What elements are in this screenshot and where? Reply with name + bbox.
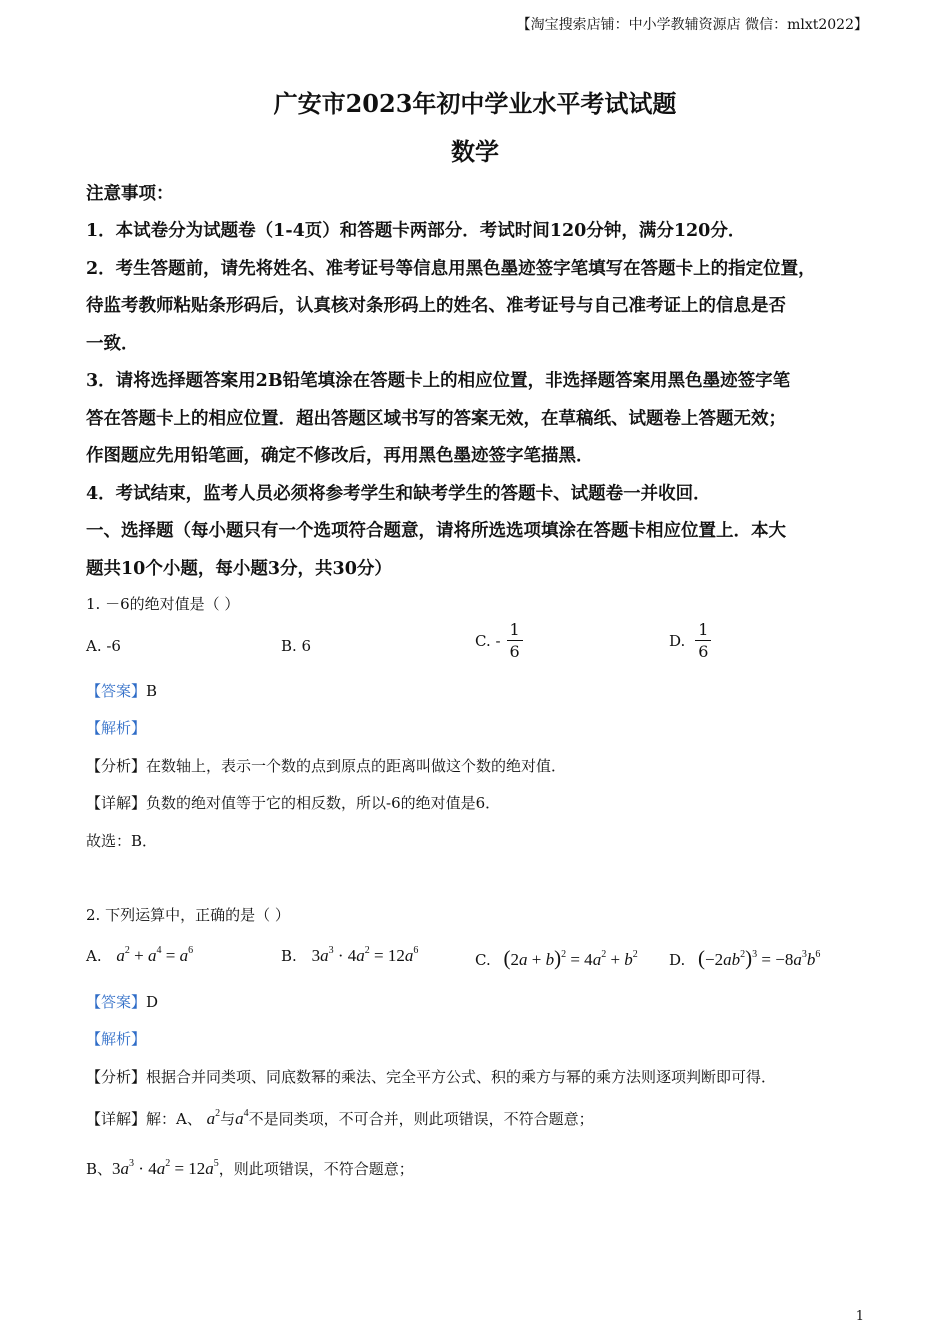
- q1-option-c-prefix: C. -: [475, 632, 501, 650]
- notice-line: 1．本试卷分为试题卷（1-4页）和答题卡两部分．考试时间120分钟，满分120分．: [86, 221, 746, 241]
- xiangjie-pre: 解：A、: [146, 1110, 202, 1128]
- section-heading-cont: 题共10个小题，每小题3分，共30分）: [86, 559, 392, 579]
- q2-option-c-formula: $(2a + b)^2 = 4a^2 + b^2$: [503, 946, 638, 970]
- q1-answer: [86, 680, 157, 701]
- notice-line: 2．考生答题前，请先将姓名、准考证号等信息用黑色墨迹签字笔填写在答题卡上的指定位置，: [86, 259, 816, 279]
- fenxi-text: 根据合并同类项、同底数幂的乘法、完全平方公式、积的乘方与幂的乘方法则逐项判断即可得．: [146, 1068, 777, 1086]
- q2-analysis-tag: 【解析】: [86, 1030, 147, 1048]
- answer-tag: 【答案】: [86, 682, 147, 700]
- q1-xiangjie: [86, 792, 500, 813]
- q2-answer: [86, 991, 158, 1012]
- explanation-formula: $3a^3 \cdot 4a^2 = 12a^5$: [112, 1158, 219, 1178]
- notice-line: 待监考教师粘贴条形码后，认真核对条形码上的姓名、准考证号与自己准考证上的信息是否: [86, 296, 786, 316]
- q2-option-b: [281, 946, 418, 966]
- notice-line: 一致．: [86, 334, 139, 354]
- q1-option-a: A. -6: [86, 637, 121, 655]
- fenxi-tag: 【分析】: [86, 1068, 147, 1086]
- q1-fenxi: [86, 755, 566, 776]
- q2-option-a: [86, 946, 193, 966]
- notice-line: 3．请将选择题答案用2B铅笔填涂在答题卡上的相应位置，非选择题答案用黑色墨迹签字笔: [86, 371, 791, 391]
- fenxi-tag: 【分析】: [86, 757, 147, 775]
- fraction-numerator: 1: [695, 622, 711, 641]
- page-number: 1: [855, 1309, 864, 1324]
- notice-line: 作图题应先用铅笔画，确定不修改后，再用黑色墨迹签字笔描黑．: [86, 446, 594, 466]
- explanation-pre: B、: [86, 1160, 113, 1178]
- xiangjie-tag: 【详解】: [86, 794, 147, 812]
- answer-tag: 【答案】: [86, 993, 147, 1011]
- fraction-denominator: 6: [509, 642, 520, 661]
- option-label: C.: [475, 951, 491, 969]
- q2-option-d: [669, 946, 820, 971]
- q2-option-c: [475, 946, 638, 971]
- q1-option-d-fraction: [695, 622, 711, 660]
- xiangjie-text: 负数的绝对值等于它的相反数，所以-6的绝对值是6．: [146, 794, 501, 812]
- q2-option-b-explanation: [86, 1158, 414, 1179]
- option-label: D.: [669, 951, 686, 969]
- q2-stem: 2. 下列运算中，正确的是（ ）: [86, 906, 290, 924]
- subject-title: 数学: [451, 137, 499, 166]
- xiangjie-term-a2: $a^2$: [206, 1108, 221, 1128]
- q2-option-d-formula: $(-2ab^2)^3 = -8a^3b^6$: [698, 946, 821, 970]
- xiangjie-mid: 与: [220, 1110, 236, 1128]
- q1-conclusion: 故选：B．: [86, 832, 158, 850]
- answer-value: D: [146, 993, 159, 1011]
- q1-option-c: [475, 622, 523, 660]
- page-title: 广安市2023年初中学业水平考试试题: [273, 89, 677, 118]
- q1-option-d: [669, 622, 711, 660]
- xiangjie-post: 不是同类项，不可合并，则此项错误，不符合题意；: [248, 1110, 594, 1128]
- xiangjie-tag: 【详解】: [86, 1110, 147, 1128]
- fenxi-text: 在数轴上，表示一个数的点到原点的距离叫做这个数的绝对值．: [146, 757, 567, 775]
- notice-heading: 注意事项：: [86, 184, 174, 204]
- xiangjie-term-a4: $a^4$: [235, 1108, 249, 1128]
- q2-fenxi: [86, 1066, 776, 1087]
- q1-stem: 1. －6的绝对值是（ ）: [86, 595, 240, 613]
- fraction-denominator: 6: [698, 642, 709, 661]
- q2-option-a-formula: $a^2 + a^4 = a^6$: [116, 945, 194, 965]
- q1-option-d-prefix: D.: [669, 632, 686, 650]
- q2-option-b-formula: $3a^3 \cdot 4a^2 = 12a^6$: [311, 945, 419, 965]
- explanation-post: ，则此项错误，不符合题意；: [218, 1160, 414, 1178]
- fraction-numerator: 1: [507, 622, 523, 641]
- section-heading: 一、选择题（每小题只有一个选项符合题意，请将所选选项填涂在答题卡相应位置上．本大: [86, 521, 786, 541]
- notice-line: 答在答题卡上的相应位置．超出答题区域书写的答案无效，在草稿纸、试题卷上答题无效；: [86, 409, 786, 429]
- q1-option-c-fraction: [507, 622, 523, 660]
- q2-xiangjie: [86, 1108, 594, 1129]
- page-header: 【淘宝搜索店铺：中小学教辅资源店 微信：mlxt2022】: [516, 17, 868, 33]
- answer-value: B: [146, 682, 158, 700]
- option-label: B.: [281, 947, 297, 965]
- notice-line: 4．考试结束，监考人员必须将参考学生和缺考学生的答题卡、试题卷一并收回．: [86, 484, 711, 504]
- q1-analysis-tag: 【解析】: [86, 719, 147, 737]
- option-label: A.: [86, 947, 102, 965]
- q1-option-b: B. 6: [281, 637, 312, 655]
